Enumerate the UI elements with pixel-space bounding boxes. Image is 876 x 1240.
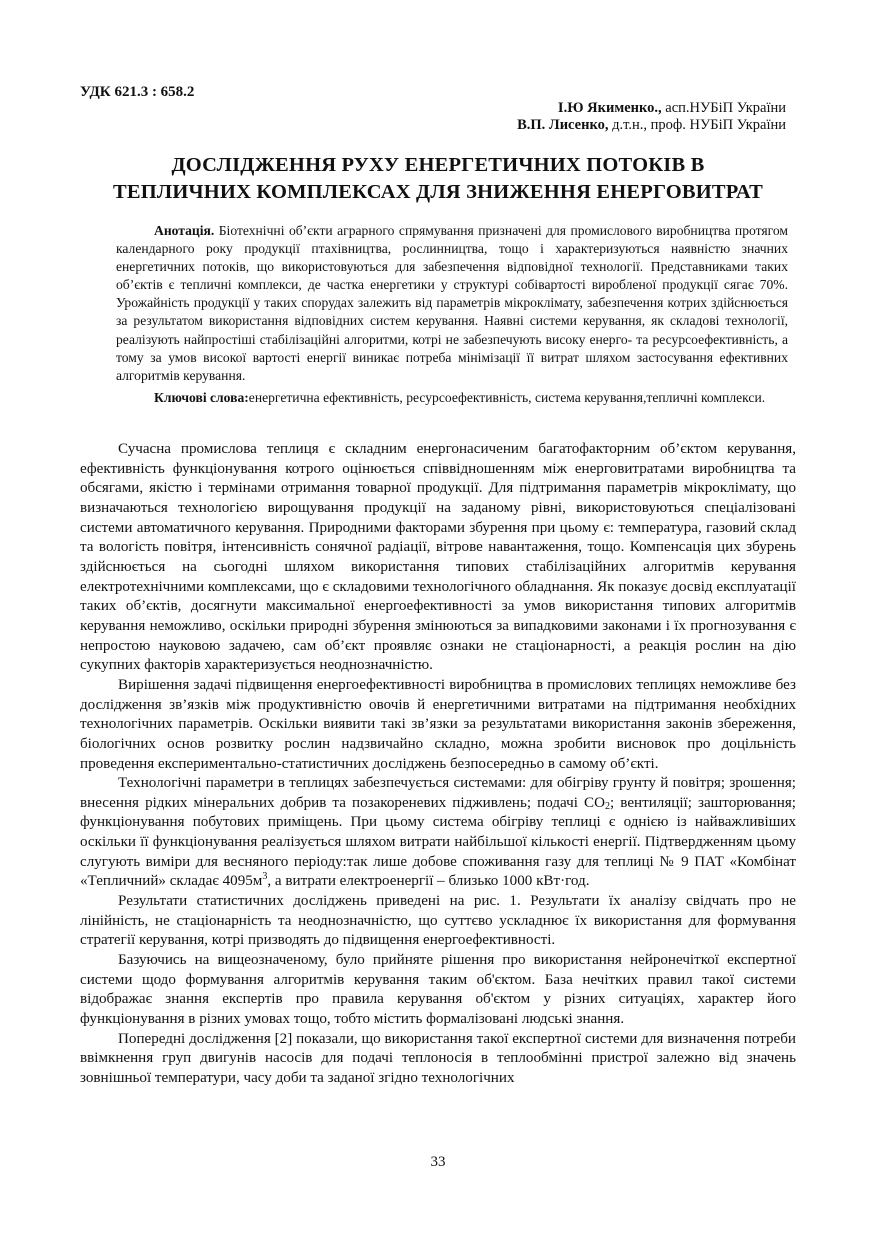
author-2-name: В.П. Лисенко, <box>517 117 609 133</box>
paragraph-1: Сучасна промислова теплиця є складним енергонасиченим багатофакторним об’єктом керування, ефективність функціонування котрого оцінюється співвідношенням між енерговитратами виробництва та обсягами, якістю і термінами отримання товарної продукції. Для підтримання параметрів мікроклімату, що визначаються технологією вирощування продукції на заданому рівні, використовуються спеціалізовані системи автоматичного керування. Природними факторами збурення при цьому є: температура, газовий склад та вологість повітря, інтенсивність сонячної радіації, вітрове навантаження, тощо. Компенсація цих збурень здійснюється на сьогодні шляхом використання типових стабілізаційних алгоритмів керування електротехнічними комплексами, що є складовими технологічного обладнання. Як показує досвід експлуатації таких об’єктів, досягнути максимальної енергоефективності за умов використання типових алгоритмів керування неможливо, оскільки природні збурення змінюються за випадковими законами і їх прогнозування є непростою науковою задачею, сам об’єкт проявляє ознаки не стаціонарності, а реакція рослин на дію сукупних факторів характеризується неоднозначністю. <box>80 441 796 674</box>
author-1-name: І.Ю Якименко., <box>557 100 662 116</box>
page-number: 33 <box>430 1154 446 1170</box>
abstract-label: Анотація. <box>154 223 215 238</box>
title-line-1: ДОСЛІДЖЕННЯ РУХУ ЕНЕРГЕТИЧНИХ ПОТОКІВ В <box>171 154 705 176</box>
paragraph-2: Вирішення задачі підвищення енергоефективності виробництва в промислових теплицях неможливе без дослідження зв’язків між продуктивністю овочів й енергетичними витратами на підтримання необхідних технологічних параметрів. Оскільки виявити такі зв’язки за результатами використання законів збереження, біологічних основ розвитку рослин надзвичайно складно, можна зробити висновок про доцільність проведення експериментально-статистичних досліджень безпосередньо в самому об’єкті. <box>80 676 796 772</box>
paragraph-3 <box>80 774 796 892</box>
paragraph-3-part-c: , а витрати електроенергії – близько 1000 кВт·год. <box>267 873 590 890</box>
title-line-2: ТЕПЛИЧНИХ КОМПЛЕКСАХ ДЛЯ ЗНИЖЕННЯ ЕНЕРГОВИТРАТ <box>113 181 763 203</box>
paragraph-4: Результати статистичних досліджень приведені на рис. 1. Результати їх аналізу свідчать про не лінійність, не стаціонарність та неоднозначністю, що суттєво ускладнює їх використання для формування стратегії керування, котрі призводять до підвищення енергоефективності. <box>80 893 796 949</box>
keywords-label: Ключові слова: <box>154 390 249 405</box>
paragraph-3-part-b: ; вентиляції; зашторювання; функціонування побутових приміщень. При цьому система обігріву теплиці є однією із найважливіших оскільки її функціонування реалізується шляхом витрати найбільшої кількості енергії. Підтвердженням цьому слугують виміри для весняного періоду:так лише добове споживання газу для теплиці № 9 ПАТ «Комбінат «Тепличний» складає 4095м <box>80 794 796 890</box>
paragraph-3-part-a: Технологічні параметри в теплицях забезпечується системами: для обігріву грунту й повітря; зрошення; внесення рідких мінеральних добрив та позакореневих підживлень; подачі CO <box>80 775 796 811</box>
abstract <box>116 222 788 385</box>
paragraph-6: Попередні дослідження [2] показали, що використання такої експертної системи для визначення потреби ввімкнення груп двигунів насосів для подачі теплоносія в теплообмінні пристрої залежно від значень зовнішньої температури, часу доби та заданої згідно технологічних <box>80 1030 796 1086</box>
paragraph-5: Базуючись на вищеозначеному, було прийняте рішення про використання нейронечіткої експертної системи щодо формування алгоритмів керування таким об'єктом. База нечітких правил такої системи відображає знання експертів про правила керування об'єктом у різних ситуаціях, характер його функціонування в різних умовах тощо, тобто містить формалізовані людські знання. <box>80 952 796 1028</box>
author-1 <box>517 100 786 117</box>
paper-title <box>80 152 796 206</box>
cubic-superscript: 3 <box>262 871 268 883</box>
keywords <box>116 389 788 407</box>
co2-subscript: 2 <box>605 800 610 812</box>
author-2 <box>517 117 786 134</box>
abstract-text: Біотехнічні об’єкти аграрного спрямування призначені для промислового виробництва протягом календарного року продукції птахівництва, рослинництва, тощо і характеризуються наявністю значних енергетичних потоків, що використовуються для забезпечення відповідної технології. Представниками таких об’єктів є тепличні комплекси, де частка енергетики у структурі собівартості виробленої продукції сягає 70%. Урожайність продукції у таких спорудах залежить від параметрів мікроклімату, забезпечення котрих здійснюється за результатом використання відповідних систем керування. Наявні системи керування, як складові технології, реалізують найпростіші стабілізаційні алгоритми, котрі не забезпечують високу енерго- та ресурсоефективність, а тому за умов високої вартості енергії виникає потреба мінімізації її витрат шляхом застосування ефективних алгоритмів керування. <box>116 223 788 383</box>
udc-code: УДК 621.3 : 658.2 <box>80 84 195 100</box>
body-text <box>80 440 796 1089</box>
keywords-text: енергетична ефективність, ресурсоефективність, система керування,тепличні комплекси. <box>248 390 766 405</box>
author-1-affiliation: асп.НУБіП України <box>661 100 786 116</box>
author-2-affiliation: д.т.н., проф. НУБіП України <box>608 117 786 133</box>
authors-block <box>517 100 786 134</box>
